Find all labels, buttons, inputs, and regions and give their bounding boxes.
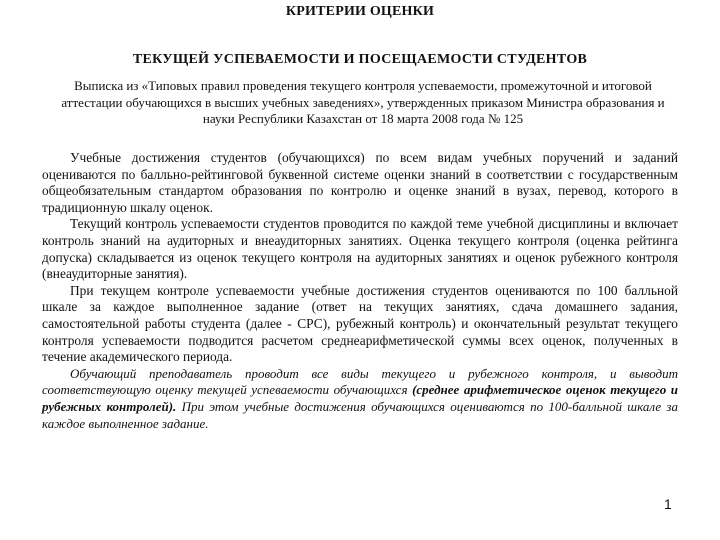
italic-paragraph-part2: При этом учебные достижения обучающихся оцениваются по 100-балльной шкале за каждое выполненное задание. [42, 398, 678, 431]
italic-paragraph-part1: Обучающий преподаватель проводит все виды текущего и рубежного контроля, и выводит соответствующую оценку текущей успеваемости обучающихся [42, 365, 678, 398]
paragraph: Учебные достижения студентов (обучающихся) по всем видам учебных поручений и заданий оцениваются по балльно-рейтинговой буквенной системе оценки знаний в соответствии с государственным общеобязательным стандартом образования по контролю и оценке знаний в вузах, перевод, которого в традиционную шкалу оценок. [42, 150, 678, 215]
paragraph: При текущем контроле успеваемости учебные достижения студентов оцениваются по 100 балльной шкале за каждое выполненное задание (ответ на текущих занятиях, сдача домашнего задания, самостоятельной работы студента (далее - СРС), рубежный контроль) и окончательный результат текущего контроля успеваемости подводится расчетом среднеарифметической суммы всех оценок, полученных в течение академического периода. [42, 282, 678, 365]
page-number: 1 [664, 496, 672, 512]
body-text [42, 150, 678, 432]
italic-paragraph [42, 366, 678, 432]
paragraph: Текущий контроль успеваемости студентов проводится по каждой теме учебной дисциплины и включает контроль знаний на аудиторных и внеаудиторных занятиях. Оценка текущего контроля (оценка рейтинга допуска) складывается из оценок текущего контроля на аудиторных занятиях и оценок рубежного контроля (внеаудиторные занятия). [42, 216, 678, 282]
title-line-2: ТЕКУЩЕЙ УСПЕВАЕМОСТИ И ПОСЕЩАЕМОСТИ СТУДЕНТОВ [132, 52, 588, 67]
italic-paragraph-bold: (среднее арифметическое оценок текущего и рубежных контролей). [42, 382, 678, 414]
extract-note: Выписка из «Типовых правил проведения текущего контроля успеваемости, промежуточной и итоговой аттестации обучающихся в высших учебных заведениях», утвержденных приказом Министра образования и науки Республики Казахстан от 18 марта 2008 года № 125 [61, 78, 665, 126]
title-line-1: КРИТЕРИИ ОЦЕНКИ [285, 4, 435, 19]
